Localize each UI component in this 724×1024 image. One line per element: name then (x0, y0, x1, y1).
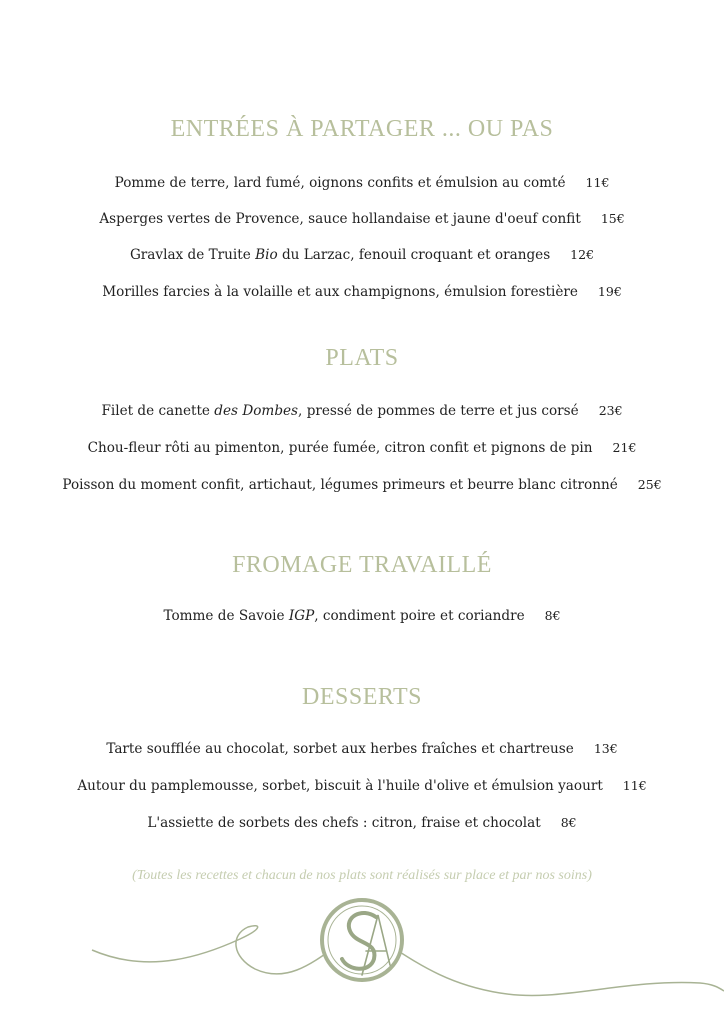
menu-item: Morilles farcies à la volaille et aux champignons, émulsion forestière 19€ (102, 284, 622, 300)
section-title-fromage: FROMAGE TRAVAILLÉ (232, 552, 492, 578)
menu-item: Tomme de Savoie IGP, condiment poire et coriandre 8€ (163, 608, 561, 624)
menu-item: Pomme de terre, lard fumé, oignons confits et émulsion au comté 11€ (114, 175, 610, 191)
price: 13€ (593, 741, 618, 756)
section-title-plats: PLATS (325, 345, 399, 371)
menu-item: Chou-fleur rôti au pimenton, purée fumée, citron confit et pignons de pin 21€ (87, 440, 637, 456)
price: 8€ (560, 815, 577, 830)
menu-item: Autour du pamplemousse, sorbet, biscuit à l'huile d'olive et émulsion yaourt 11€ (77, 778, 647, 794)
menu-item: L'assiette de sorbets des chefs : citron, fraise et chocolat 8€ (147, 815, 577, 831)
price: 12€ (570, 247, 595, 262)
price: 23€ (598, 403, 623, 418)
menu-item: Gravlax de Truite Bio du Larzac, fenouil croquant et oranges 12€ (129, 247, 595, 263)
price: 25€ (637, 477, 662, 492)
price: 15€ (600, 211, 625, 226)
menu-item: Asperges vertes de Provence, sauce hollandaise et jaune d'oeuf confit 15€ (99, 211, 625, 227)
price: 19€ (597, 284, 622, 299)
price: 11€ (585, 175, 610, 190)
footer-note: (Toutes les recettes et chacun de nos plats sont réalisés sur place et par nos soins) (132, 868, 592, 883)
price: 8€ (544, 608, 561, 623)
menu-item: Filet de canette des Dombes, pressé de pommes de terre et jus corsé 23€ (101, 403, 623, 419)
price: 11€ (622, 778, 647, 793)
section-title-entrees: ENTRÉES À PARTAGER ... OU PAS (170, 116, 554, 142)
section-title-desserts: DESSERTS (302, 684, 422, 710)
price: 21€ (612, 440, 637, 455)
monogram-logo-icon (322, 900, 402, 980)
menu-item: Poisson du moment confit, artichaut, légumes primeurs et beurre blanc citronné 25€ (62, 477, 662, 493)
decorative-flourish (0, 895, 724, 1024)
menu-item: Tarte soufflée au chocolat, sorbet aux herbes fraîches et chartreuse 13€ (106, 741, 618, 757)
